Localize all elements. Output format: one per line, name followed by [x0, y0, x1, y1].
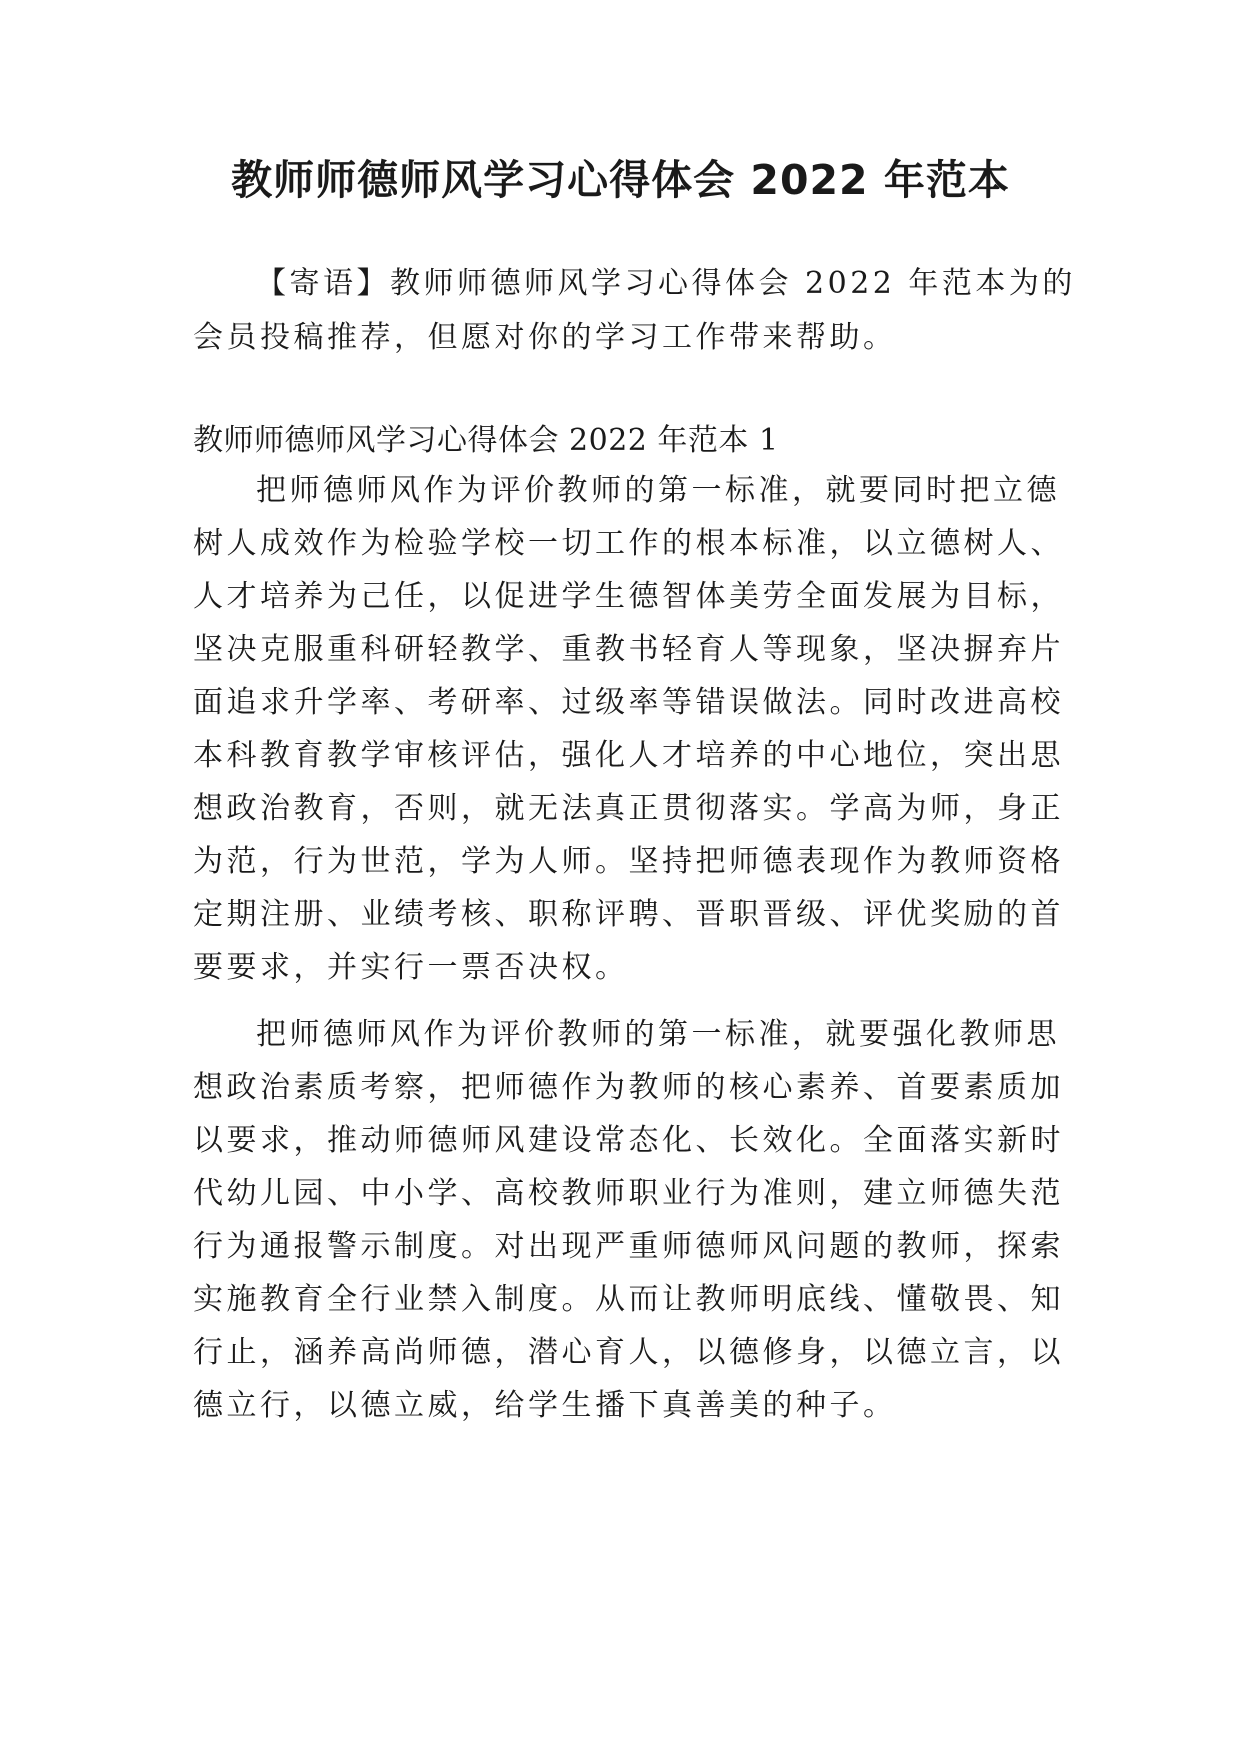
paragraph-line: 坚决克服重科研轻教学、重教书轻育人等现象，坚决摒弃片 — [193, 632, 1064, 667]
paragraph-line: 把师德师风作为评价教师的第一标准，就要同时把立德 — [256, 473, 1060, 508]
paragraph-line: 把师德师风作为评价教师的第一标准，就要强化教师思 — [256, 1017, 1060, 1052]
paragraph-line: 人才培养为己任，以促进学生德智体美劳全面发展为目标， — [193, 579, 1064, 614]
section-heading: 教师师德师风学习心得体会 2022 年范本 1 — [193, 423, 779, 458]
paragraph-line: 定期注册、业绩考核、职称评聘、晋职晋级、评优奖励的首 — [193, 897, 1064, 932]
intro-line: 【寄语】教师师德师风学习心得体会 2022 年范本为的 — [256, 266, 1076, 301]
paragraph-line: 代幼儿园、中小学、高校教师职业行为准则，建立师德失范 — [193, 1176, 1064, 1211]
intro-line: 会员投稿推荐，但愿对你的学习工作带来帮助。 — [193, 320, 897, 355]
paragraph-line: 要要求，并实行一票否决权。 — [193, 950, 629, 985]
paragraph-line: 面追求升学率、考研率、过级率等错误做法。同时改进高校 — [193, 685, 1064, 720]
paragraph-line: 行为通报警示制度。对出现严重师德师风问题的教师，探索 — [193, 1229, 1064, 1264]
document-title: 教师师德师风学习心得体会 2022 年范本 — [231, 156, 1010, 204]
paragraph-line: 以要求，推动师德师风建设常态化、长效化。全面落实新时 — [193, 1123, 1064, 1158]
paragraph-line: 想政治素质考察，把师德作为教师的核心素养、首要素质加 — [193, 1070, 1064, 1105]
paragraph-line: 为范，行为世范，学为人师。坚持把师德表现作为教师资格 — [193, 844, 1064, 879]
paragraph-line: 树人成效作为检验学校一切工作的根本标准，以立德树人、 — [193, 526, 1064, 561]
paragraph-line: 想政治教育，否则，就无法真正贯彻落实。学高为师，身正 — [193, 791, 1064, 826]
paragraph-line: 实施教育全行业禁入制度。从而让教师明底线、懂敬畏、知 — [193, 1282, 1064, 1317]
paragraph-line: 本科教育教学审核评估，强化人才培养的中心地位，突出思 — [193, 738, 1064, 773]
paragraph-line: 德立行，以德立威，给学生播下真善美的种子。 — [193, 1388, 897, 1423]
paragraph-line: 行止，涵养高尚师德，潜心育人，以德修身，以德立言，以 — [193, 1335, 1064, 1370]
